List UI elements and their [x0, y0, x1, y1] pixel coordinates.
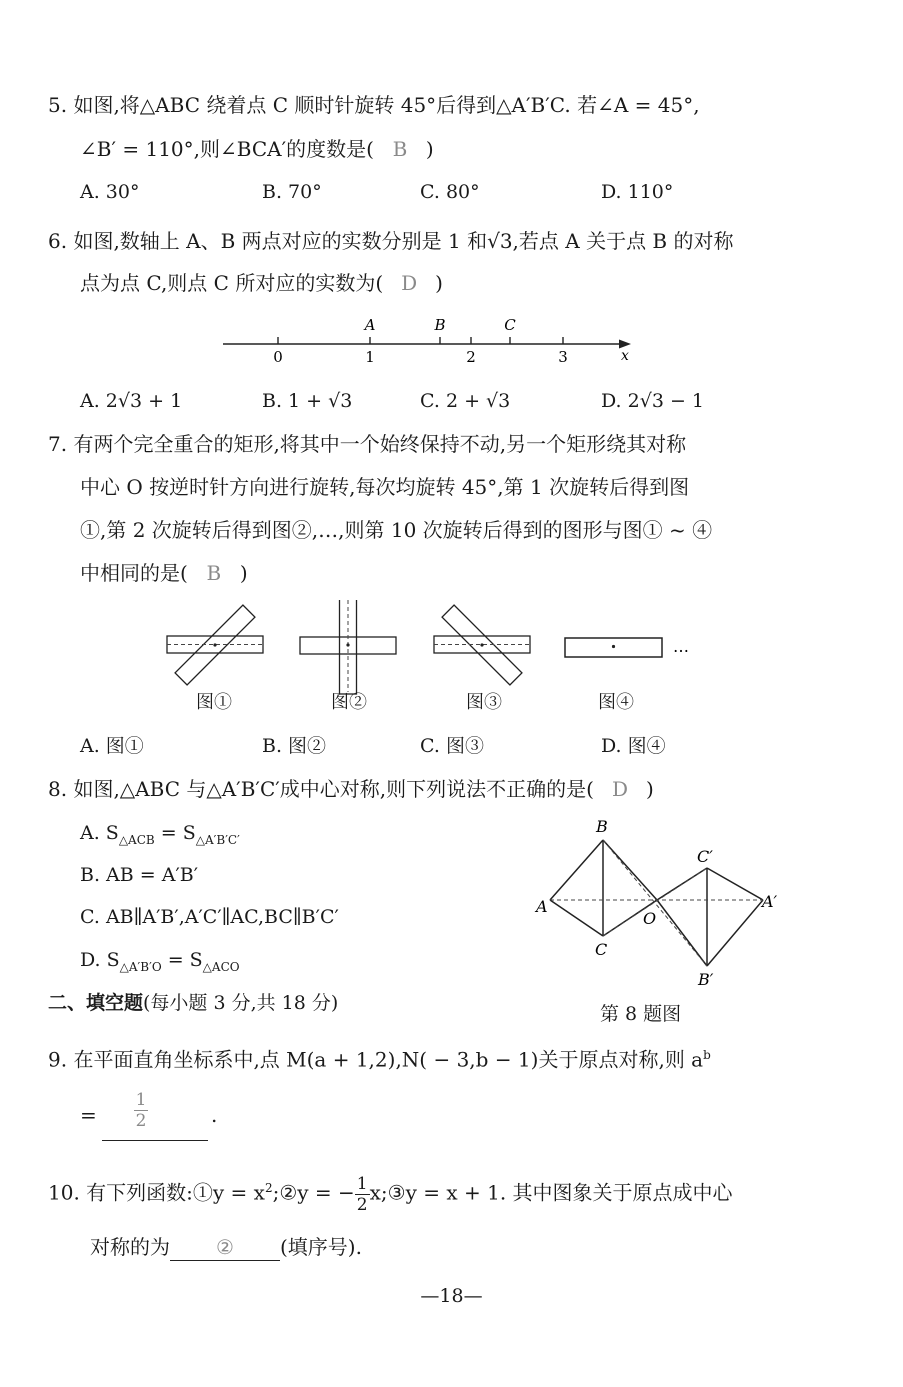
q8-option-a [80, 820, 240, 853]
q10-answer-blank: ② [170, 1234, 280, 1261]
q9-stem: 9. 在平面直角坐标系中,点 M(a + 1,2),N( − 3,b − 1)关于原点对称,则 a [48, 1047, 704, 1072]
q8-stem: 8. 如图,△ABC 与△A′B′C′成中心对称,则下列说法不正确的是( [48, 777, 594, 801]
q6-paren-close: ) [435, 271, 443, 295]
q8-figure-caption: 第 8 题图 [600, 1003, 682, 1025]
q9-exponent: b [703, 1048, 711, 1062]
q10-fraction-numerator: 1 [356, 1173, 368, 1194]
q7-figure-1 [167, 605, 263, 685]
tick-label-0: 0 [273, 348, 283, 366]
q6-option-d: D. 2√3 − 1 [601, 390, 705, 412]
q10-fraction-denominator: 2 [356, 1194, 368, 1215]
q9-answer-fraction [134, 1090, 149, 1131]
q6-answer: D [401, 271, 418, 295]
q7-figure-2 [300, 600, 396, 694]
q10-tail: (填序号). [280, 1235, 362, 1259]
q8-option-a-sub1: △ACB [118, 833, 155, 847]
tick-label-1: 1 [365, 348, 375, 366]
q5-option-a: A. 30° [80, 181, 140, 203]
q8-option-d-sub2: △ACO [202, 960, 240, 974]
fig8-label-b-prime: B′ [698, 970, 714, 989]
q8-answer: D [611, 777, 628, 801]
q8-option-c: C. AB∥A′B′,A′C′∥AC,BC∥B′C′ [80, 906, 339, 928]
q5-option-b: B. 70° [262, 181, 322, 203]
q6-stem-end: 点为点 C,则点 C 所对应的实数为( [80, 271, 384, 295]
q8-option-a-eq: = S [154, 822, 196, 844]
q5-option-d: D. 110° [601, 181, 674, 203]
q10-fraction [355, 1174, 370, 1215]
q8-line1 [48, 776, 654, 802]
q9-line1 [48, 1042, 711, 1073]
q5-stem-end: ∠B′ = 110°,则∠BCA′的度数是( [80, 137, 374, 161]
q9-equals: = [80, 1103, 97, 1127]
q8-option-a-sub2: △A′B′C′ [195, 833, 240, 847]
q7-figure-4 [565, 638, 662, 657]
q7-line2: 中心 O 按逆时针方向进行旋转,每次均旋转 45°,第 1 次旋转后得到图 [80, 475, 690, 499]
q7-caption-2: 图② [331, 692, 367, 713]
q7-rotation-figures [160, 600, 720, 700]
q5-paren-close: ) [425, 137, 434, 161]
q5-line1: 5. 如图,将△ABC 绕着点 C 顺时针旋转 45°后得到△A′B′C. 若∠A = 45°, [48, 93, 700, 117]
q7-caption-3: 图③ [466, 692, 502, 713]
q7-option-d: D. 图④ [601, 735, 666, 757]
axis-label-x: x [621, 348, 629, 364]
q6-line2 [80, 270, 443, 296]
q8-option-d-sub1: △A′B′O [119, 960, 162, 974]
q6-number-line [215, 310, 645, 370]
q9-answer-denominator: 2 [135, 1111, 147, 1131]
section-heading [48, 990, 338, 1016]
tick-label-3: 3 [558, 348, 568, 366]
q5-line2 [80, 136, 434, 162]
q10-func2: ;②y = − [272, 1180, 355, 1205]
q7-line3: ①,第 2 次旋转后得到图②,…,则第 10 次旋转后得到的图形与图① ~ ④ [80, 518, 713, 542]
fig8-label-o: O [643, 909, 657, 928]
q8-paren-close: ) [645, 777, 654, 801]
q6-option-b: B. 1 + √3 [262, 390, 353, 412]
q8-option-d-eq: = S [161, 949, 203, 971]
q10-stem: 10. 有下列函数:①y = x [48, 1180, 265, 1205]
page-number: —18— [420, 1285, 483, 1307]
fig8-label-a: A [536, 897, 548, 916]
fig8-label-c-prime: C′ [697, 847, 713, 866]
q6-option-c: C. 2 + √3 [420, 390, 511, 412]
q10-stem2: 对称的为 [90, 1235, 170, 1259]
fig8-label-b: B [596, 817, 608, 836]
q7-figure-3 [434, 605, 530, 685]
q9-answer-blank [102, 1090, 208, 1141]
q7-option-b: B. 图② [262, 735, 327, 757]
q8-option-b: B. AB = A′B′ [80, 864, 199, 886]
point-label-b: B [434, 316, 446, 334]
q7-option-c: C. 图③ [420, 735, 484, 757]
q9-period: . [211, 1103, 218, 1127]
q7-stem-end: 中相同的是( [80, 561, 188, 585]
section-title: 二、填空题 [48, 992, 144, 1014]
q7-paren-close: ) [239, 561, 248, 585]
q7-option-a: A. 图① [80, 735, 144, 757]
q10-line2 [90, 1234, 362, 1261]
fig8-label-a-prime: A′ [762, 892, 778, 911]
point-label-c: C [504, 316, 516, 334]
q5-answer: B [392, 137, 408, 161]
q8-option-a-s1: A. S [80, 822, 119, 844]
q7-line4 [80, 560, 248, 586]
q6-option-a: A. 2√3 + 1 [80, 390, 183, 412]
q7-caption-1: 图① [196, 692, 232, 713]
q8-option-d-s1: D. S [80, 949, 120, 971]
section-note: (每小题 3 分,共 18 分) [143, 992, 339, 1014]
q9-answer-numerator: 1 [135, 1090, 147, 1110]
q10-line1 [48, 1166, 733, 1215]
q6-line1: 6. 如图,数轴上 A、B 两点对应的实数分别是 1 和√3,若点 A 关于点 B 的对称 [48, 229, 734, 253]
q7-line1: 7. 有两个完全重合的矩形,将其中一个始终保持不动,另一个矩形绕其对称 [48, 432, 687, 456]
q8-symmetry-figure [530, 812, 790, 997]
q10-rest: x;③y = x + 1. 其中图象关于原点成中心 [369, 1180, 733, 1205]
fig8-label-c: C [595, 940, 608, 959]
q5-option-c: C. 80° [420, 181, 480, 203]
q7-answer: B [206, 561, 222, 585]
q7-ellipsis: … [673, 637, 689, 656]
point-label-a: A [364, 316, 376, 334]
q8-option-d [80, 947, 240, 980]
q7-caption-4: 图④ [598, 692, 634, 713]
q10-exponent: 2 [264, 1181, 273, 1195]
tick-label-2: 2 [466, 348, 476, 366]
